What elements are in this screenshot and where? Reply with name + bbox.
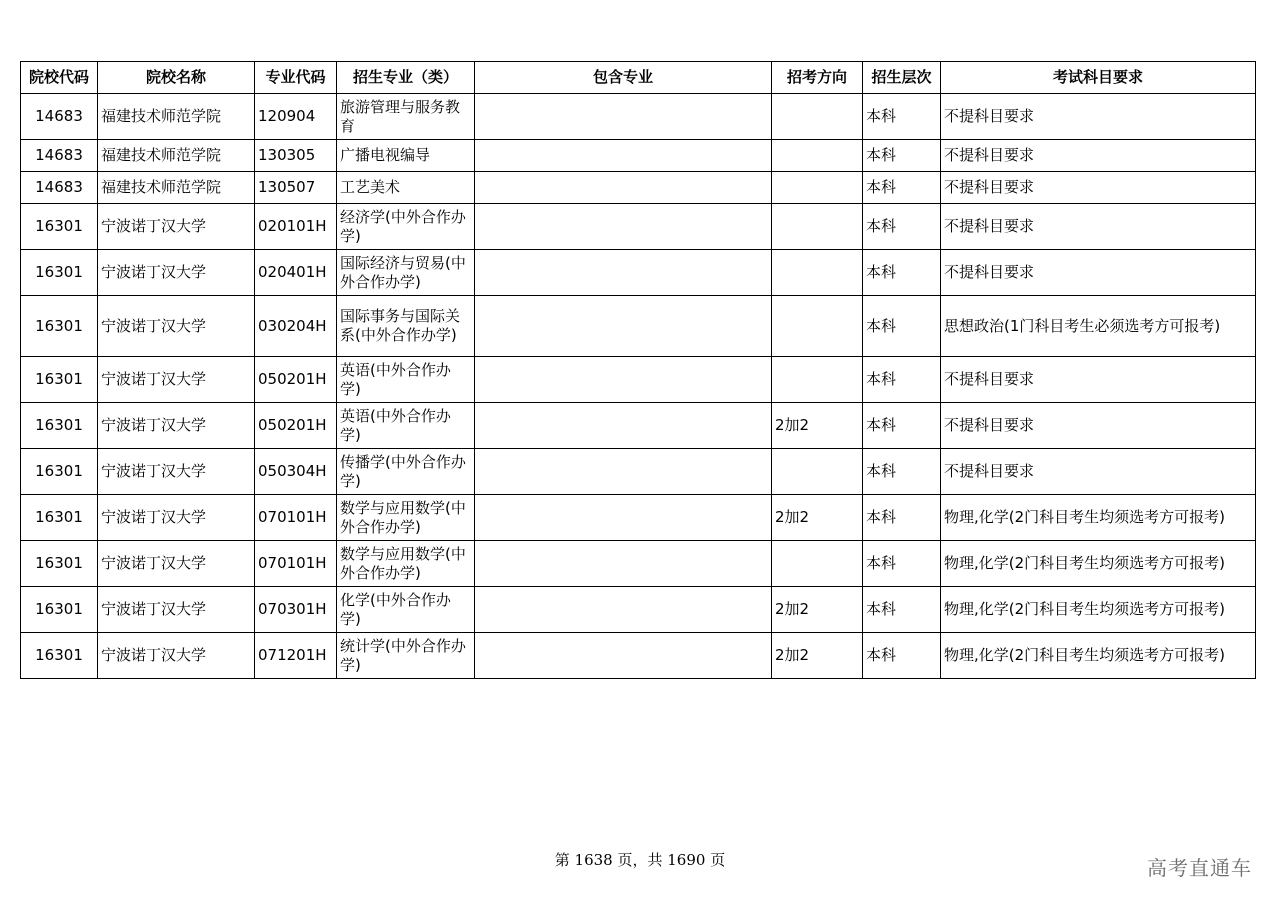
cell-direction: 2加2	[772, 403, 863, 449]
cell-level: 本科	[863, 449, 941, 495]
cell-major-name: 统计学(中外合作办学)	[337, 633, 475, 679]
cell-school-code: 16301	[21, 204, 98, 250]
table-row	[21, 296, 1256, 357]
cell-direction	[772, 541, 863, 587]
cell-major-code: 070101H	[255, 495, 337, 541]
header-direction: 招考方向	[772, 62, 863, 94]
cell-subject-requirement: 物理,化学(2门科目考生均须选考方可报考)	[941, 587, 1256, 633]
table-row	[21, 541, 1256, 587]
cell-direction: 2加2	[772, 633, 863, 679]
cell-school-code: 14683	[21, 94, 98, 140]
cell-major-name: 国际事务与国际关系(中外合作办学)	[337, 296, 475, 357]
cell-school-name: 福建技术师范学院	[98, 94, 255, 140]
cell-direction	[772, 172, 863, 204]
cell-direction: 2加2	[772, 587, 863, 633]
cell-subject-requirement: 物理,化学(2门科目考生均须选考方可报考)	[941, 633, 1256, 679]
header-level: 招生层次	[863, 62, 941, 94]
cell-major-code: 020401H	[255, 250, 337, 296]
cell-level: 本科	[863, 296, 941, 357]
cell-school-code: 16301	[21, 296, 98, 357]
cell-major-code: 070101H	[255, 541, 337, 587]
cell-school-name: 宁波诺丁汉大学	[98, 296, 255, 357]
cell-included-majors	[475, 587, 772, 633]
cell-major-name: 经济学(中外合作办学)	[337, 204, 475, 250]
cell-major-code: 070301H	[255, 587, 337, 633]
cell-level: 本科	[863, 204, 941, 250]
cell-major-name: 数学与应用数学(中外合作办学)	[337, 495, 475, 541]
cell-major-code: 071201H	[255, 633, 337, 679]
cell-school-code: 16301	[21, 250, 98, 296]
cell-included-majors	[475, 140, 772, 172]
cell-major-code: 050304H	[255, 449, 337, 495]
cell-school-code: 16301	[21, 449, 98, 495]
table-row	[21, 495, 1256, 541]
cell-major-name: 工艺美术	[337, 172, 475, 204]
cell-level: 本科	[863, 250, 941, 296]
table-row	[21, 140, 1256, 172]
cell-major-name: 英语(中外合作办学)	[337, 403, 475, 449]
cell-school-code: 16301	[21, 495, 98, 541]
cell-school-name: 宁波诺丁汉大学	[98, 357, 255, 403]
header-school-code: 院校代码	[21, 62, 98, 94]
cell-school-code: 16301	[21, 633, 98, 679]
cell-major-name: 旅游管理与服务教育	[337, 94, 475, 140]
cell-school-name: 宁波诺丁汉大学	[98, 403, 255, 449]
cell-major-name: 传播学(中外合作办学)	[337, 449, 475, 495]
cell-included-majors	[475, 449, 772, 495]
cell-school-name: 宁波诺丁汉大学	[98, 449, 255, 495]
table-row	[21, 449, 1256, 495]
cell-major-name: 英语(中外合作办学)	[337, 357, 475, 403]
cell-school-name: 宁波诺丁汉大学	[98, 541, 255, 587]
cell-major-code: 050201H	[255, 403, 337, 449]
table-row	[21, 250, 1256, 296]
cell-included-majors	[475, 403, 772, 449]
cell-subject-requirement: 不提科目要求	[941, 94, 1256, 140]
cell-major-name: 国际经济与贸易(中外合作办学)	[337, 250, 475, 296]
cell-direction	[772, 357, 863, 403]
cell-level: 本科	[863, 357, 941, 403]
table-row	[21, 357, 1256, 403]
cell-level: 本科	[863, 403, 941, 449]
cell-school-name: 宁波诺丁汉大学	[98, 495, 255, 541]
cell-major-code: 050201H	[255, 357, 337, 403]
cell-subject-requirement: 不提科目要求	[941, 250, 1256, 296]
cell-included-majors	[475, 296, 772, 357]
header-school-name: 院校名称	[98, 62, 255, 94]
cell-school-code: 16301	[21, 587, 98, 633]
cell-major-name: 广播电视编导	[337, 140, 475, 172]
cell-school-code: 16301	[21, 357, 98, 403]
cell-school-code: 16301	[21, 403, 98, 449]
watermark-logo-text: 高考直通车	[1147, 856, 1252, 880]
cell-major-code: 130507	[255, 172, 337, 204]
cell-major-name: 化学(中外合作办学)	[337, 587, 475, 633]
cell-school-name: 福建技术师范学院	[98, 172, 255, 204]
page-number: 第 1638 页，共 1690 页	[554, 851, 726, 869]
cell-included-majors	[475, 541, 772, 587]
cell-level: 本科	[863, 172, 941, 204]
cell-included-majors	[475, 172, 772, 204]
cell-subject-requirement: 物理,化学(2门科目考生均须选考方可报考)	[941, 541, 1256, 587]
cell-school-code: 14683	[21, 172, 98, 204]
cell-direction	[772, 449, 863, 495]
header-major-code: 专业代码	[255, 62, 337, 94]
cell-level: 本科	[863, 495, 941, 541]
cell-major-code: 130305	[255, 140, 337, 172]
cell-level: 本科	[863, 587, 941, 633]
cell-school-code: 16301	[21, 541, 98, 587]
cell-major-name: 数学与应用数学(中外合作办学)	[337, 541, 475, 587]
cell-level: 本科	[863, 633, 941, 679]
table-row	[21, 587, 1256, 633]
cell-included-majors	[475, 94, 772, 140]
cell-subject-requirement: 物理,化学(2门科目考生均须选考方可报考)	[941, 495, 1256, 541]
cell-school-name: 宁波诺丁汉大学	[98, 633, 255, 679]
cell-subject-requirement: 不提科目要求	[941, 140, 1256, 172]
header-included-majors: 包含专业	[475, 62, 772, 94]
cell-direction	[772, 140, 863, 172]
cell-school-name: 宁波诺丁汉大学	[98, 587, 255, 633]
cell-subject-requirement: 不提科目要求	[941, 172, 1256, 204]
cell-school-name: 宁波诺丁汉大学	[98, 250, 255, 296]
cell-direction: 2加2	[772, 495, 863, 541]
cell-subject-requirement: 不提科目要求	[941, 403, 1256, 449]
cell-included-majors	[475, 204, 772, 250]
cell-level: 本科	[863, 94, 941, 140]
table-row	[21, 94, 1256, 140]
table-row	[21, 172, 1256, 204]
cell-level: 本科	[863, 140, 941, 172]
cell-school-code: 14683	[21, 140, 98, 172]
cell-direction	[772, 296, 863, 357]
table-row	[21, 633, 1256, 679]
cell-major-code: 120904	[255, 94, 337, 140]
cell-level: 本科	[863, 541, 941, 587]
header-major-name: 招生专业（类）	[337, 62, 475, 94]
cell-subject-requirement: 不提科目要求	[941, 449, 1256, 495]
enrollment-table	[20, 61, 1256, 679]
cell-subject-requirement: 思想政治(1门科目考生必须选考方可报考)	[941, 296, 1256, 357]
cell-school-name: 宁波诺丁汉大学	[98, 204, 255, 250]
cell-direction	[772, 94, 863, 140]
cell-major-code: 020101H	[255, 204, 337, 250]
table-row	[21, 403, 1256, 449]
cell-included-majors	[475, 633, 772, 679]
cell-included-majors	[475, 357, 772, 403]
cell-direction	[772, 250, 863, 296]
cell-subject-requirement: 不提科目要求	[941, 204, 1256, 250]
cell-direction	[772, 204, 863, 250]
table-row	[21, 204, 1256, 250]
table-header-row	[21, 62, 1256, 94]
cell-subject-requirement: 不提科目要求	[941, 357, 1256, 403]
cell-included-majors	[475, 495, 772, 541]
cell-major-code: 030204H	[255, 296, 337, 357]
cell-included-majors	[475, 250, 772, 296]
header-subject-requirement: 考试科目要求	[941, 62, 1256, 94]
cell-school-name: 福建技术师范学院	[98, 140, 255, 172]
